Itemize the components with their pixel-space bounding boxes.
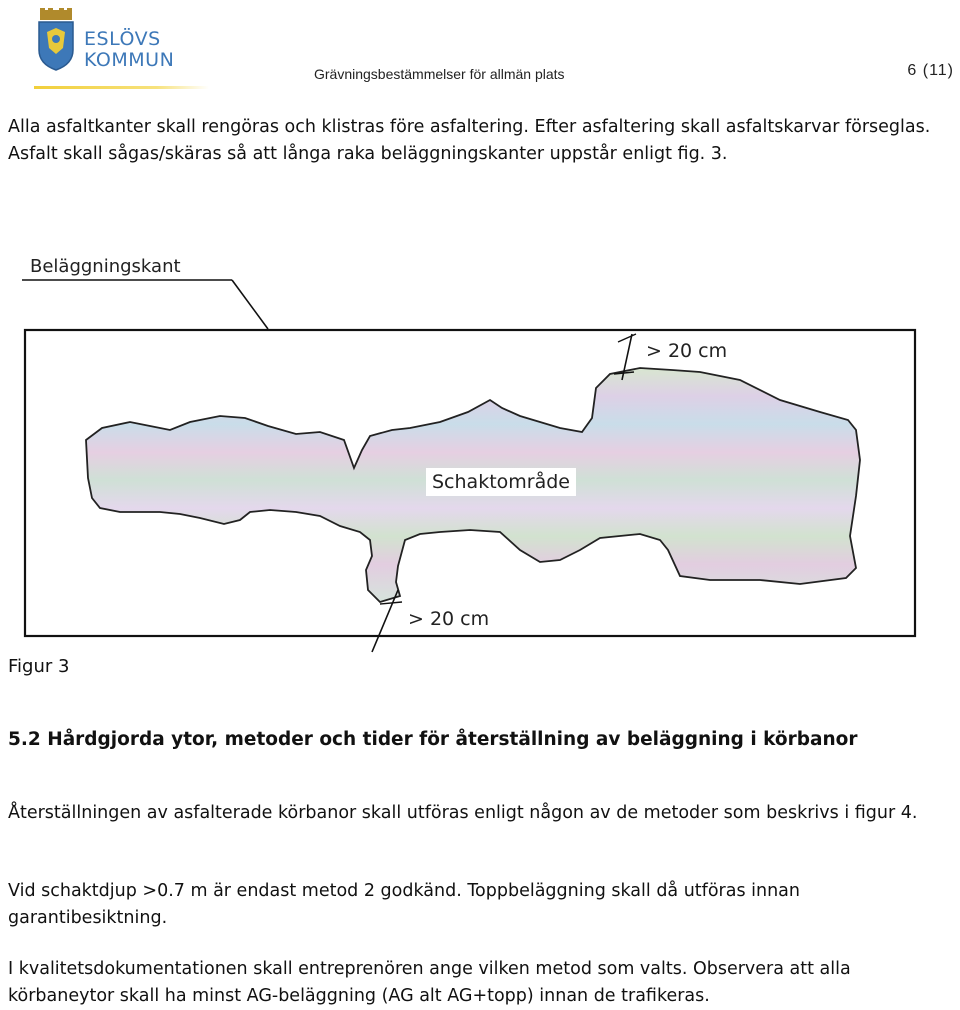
eslov-coat-of-arms-icon: [34, 8, 78, 72]
figure-3: [0, 250, 960, 670]
body-paragraph: Återställningen av asfalterade körbanor skall utföras enligt någon av de metoder som beskrivs i figur 4.: [8, 803, 918, 823]
body-paragraph: Vid schaktdjup >0.7 m är endast metod 2 godkänd. Toppbeläggning skall då utföras innan garantibesiktning.: [8, 881, 800, 928]
figure-caption: Figur 3: [8, 656, 70, 677]
logo-underline: [34, 86, 209, 89]
dimension-label-top: > 20 cm: [646, 340, 728, 362]
document-title: Grävningsbestämmelser för allmän plats: [314, 66, 565, 82]
intro-paragraph: Alla asfaltkanter skall rengöras och klistras före asfaltering. Efter asfaltering skall asfaltskarvar förseglas. Asfalt skall sågas/skäras så att långa raka beläggningskanter uppstår enligt fig. 3.: [8, 117, 931, 164]
logo-text-line2: KOMMUN: [84, 49, 175, 71]
section-heading: 5.2 Hårdgjorda ytor, metoder och tider för återställning av beläggning i körbanor: [8, 729, 858, 750]
excavation-area-label: Schaktområde: [426, 468, 576, 496]
municipality-logo: [34, 8, 224, 92]
dimension-label-bottom: > 20 cm: [408, 608, 490, 630]
page-number: 6 (11): [907, 62, 954, 79]
body-paragraph: I kvalitetsdokumentationen skall entreprenören ange vilken metod som valts. Observera att alla körbaneytor skall ha minst AG-beläggning (AG alt AG+topp) innan de trafikeras.: [8, 959, 851, 1006]
excavation-diagram: [0, 250, 960, 670]
paving-edge-label: Beläggningskant: [30, 256, 181, 277]
logo-text-line1: ESLÖVS: [84, 28, 161, 50]
